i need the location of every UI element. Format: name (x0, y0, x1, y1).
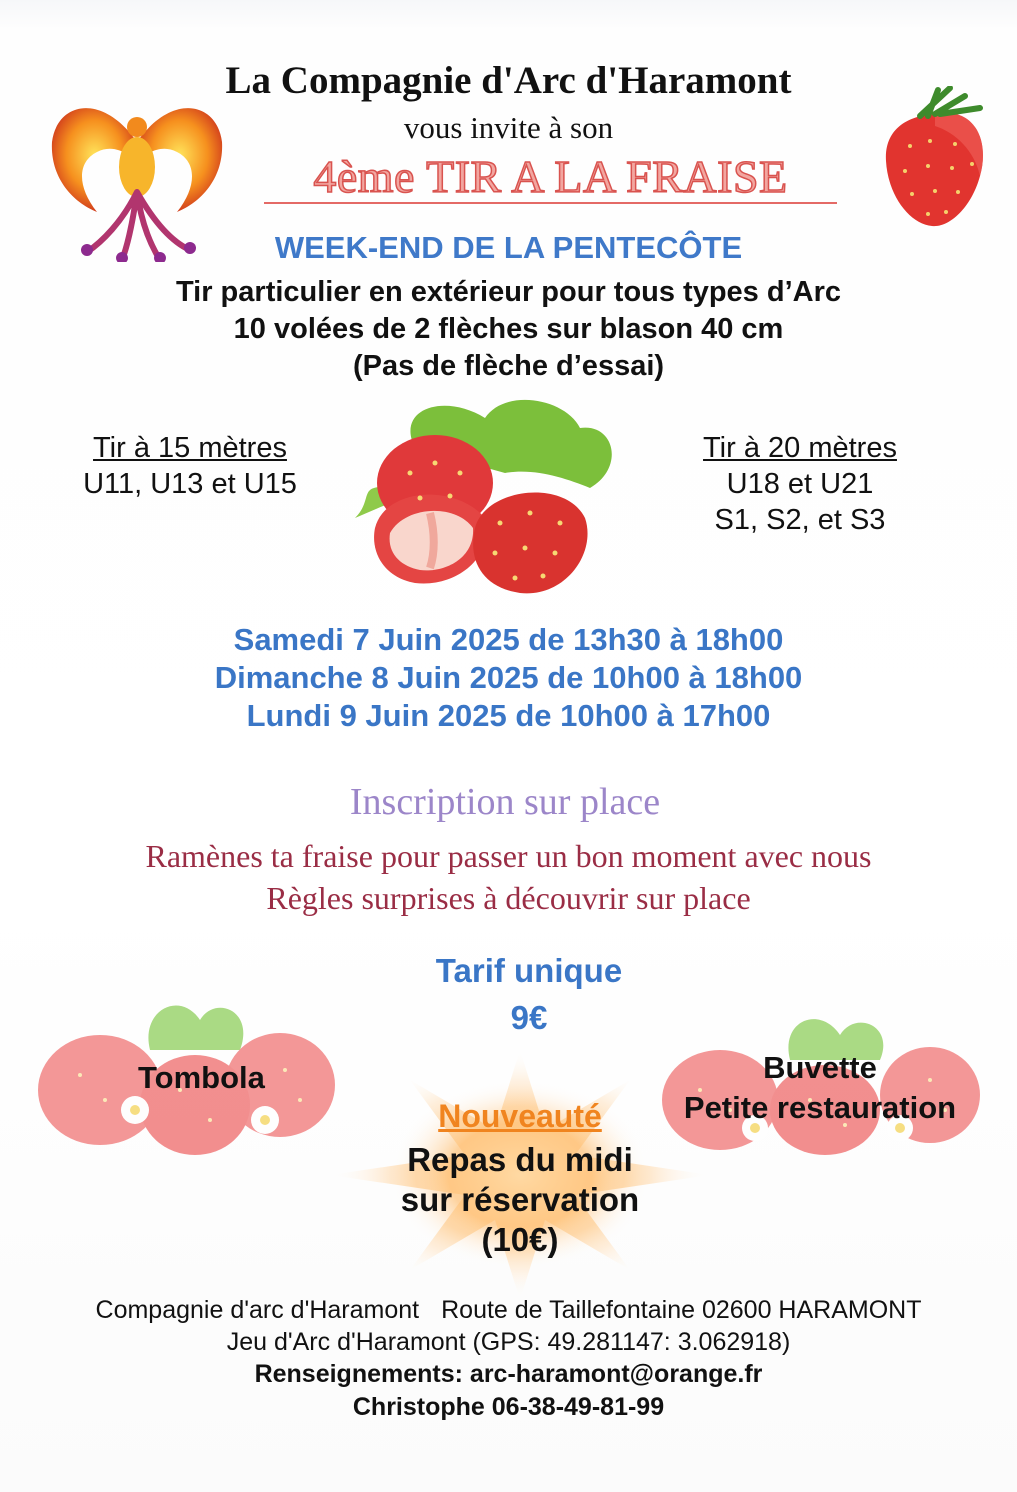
nouveaute-label: Nouveauté (438, 1098, 602, 1134)
event-title (258, 150, 843, 203)
distance-categories: U11, U13 et U15 (83, 468, 297, 500)
distance-categories: S1, S2, et S3 (714, 504, 886, 536)
buvette-label: Buvette (763, 1050, 877, 1085)
date-sunday: Dimanche 8 Juin 2025 de 10h00 à 18h00 (214, 660, 803, 695)
organizer-title: La Compagnie d'Arc d'Haramont (225, 59, 792, 102)
footer-address-line (0, 1296, 1017, 1325)
distance-title: Tir à 15 mètres (93, 432, 287, 464)
distance-categories: U18 et U21 (726, 468, 874, 500)
footer-address: Route de Taillefontaine 02600 HARAMONT (441, 1296, 922, 1324)
info-line: 10 volées de 2 flèches sur blason 40 cm (233, 313, 784, 345)
info-line: Tir particulier en extérieur pour tous types d’Arc (175, 276, 842, 308)
title-underline (264, 202, 837, 204)
strawberries-icon (335, 388, 635, 608)
footer-club: Compagnie d'arc d'Haramont (95, 1296, 420, 1324)
inscription-heading: Inscription sur place (349, 781, 661, 823)
footer-phone: Christophe 06-38-49-81-99 (352, 1393, 665, 1421)
invite-text: vous invite à son (403, 110, 614, 145)
repas-line: Repas du midi (407, 1141, 633, 1178)
date-monday: Lundi 9 Juin 2025 de 10h00 à 17h00 (246, 698, 771, 733)
footer-contact: Renseignements: arc-haramont@orange.fr (254, 1360, 763, 1388)
info-line: (Pas de flèche d’essai) (352, 350, 665, 382)
repas-line: sur réservation (400, 1181, 640, 1218)
distance-title: Tir à 20 mètres (703, 432, 897, 464)
tarif-label: Tarif unique (435, 952, 623, 989)
restauration-label: Petite restauration (683, 1090, 957, 1125)
fun-line: Règles surprises à découvrir sur place (266, 880, 751, 916)
strawberry-icon (880, 86, 990, 231)
event-title-text: 4ème TIR A LA FRAISE (313, 151, 788, 202)
tarif-value: 9€ (510, 999, 548, 1036)
repas-price: (10€) (481, 1221, 559, 1258)
footer-gps: Jeu d'Arc d'Haramont (GPS: 49.281147: 3.062918) (226, 1328, 791, 1356)
fun-line: Ramènes ta fraise pour passer un bon moment avec nous (145, 838, 872, 874)
weekend-heading: WEEK-END DE LA PENTECÔTE (274, 230, 743, 265)
distance-20m (650, 430, 950, 538)
tombola-label: Tombola (138, 1060, 265, 1095)
distance-15m (40, 430, 340, 502)
repas-block (330, 1140, 710, 1260)
date-saturday: Samedi 7 Juin 2025 de 13h30 à 18h00 (233, 622, 784, 657)
